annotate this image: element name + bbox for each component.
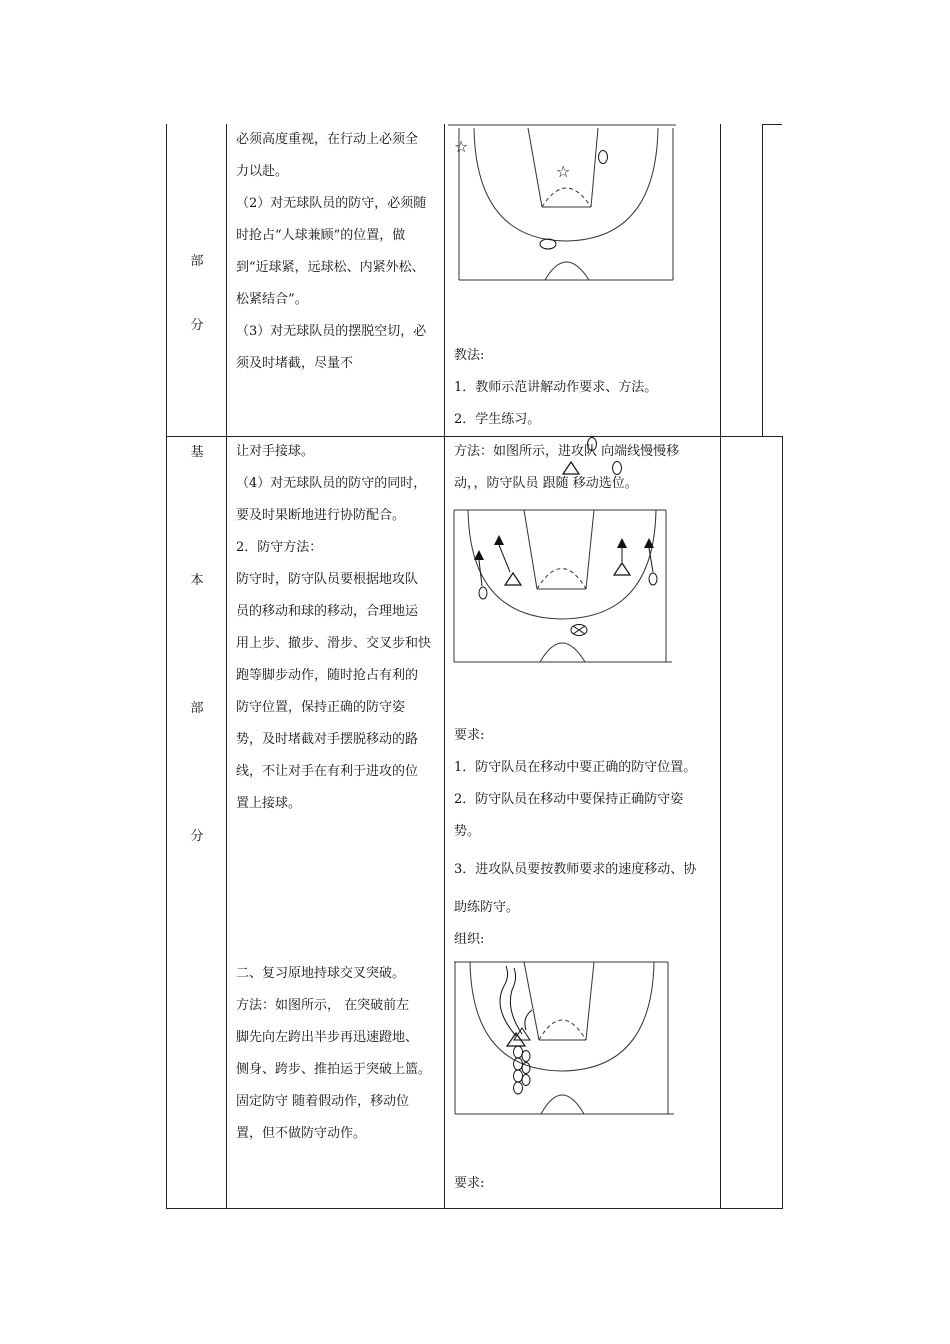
attacker-right xyxy=(644,538,657,585)
court-diagram-2 xyxy=(452,508,676,666)
bottom-require-block xyxy=(454,720,719,956)
organize-title: 组织: xyxy=(454,932,485,947)
text-line: 松紧结合”。 xyxy=(236,292,308,307)
text-line: 侧身、跨步、推拍运于突破上篮。 xyxy=(236,1062,432,1077)
require-item: 助练防守。 xyxy=(454,900,520,915)
court-diagram-1 xyxy=(448,124,680,284)
defender-triangle-icon xyxy=(614,563,630,575)
text-line: 须及时堵截，尽量不 xyxy=(236,356,354,371)
coach-ball-icon xyxy=(571,625,587,636)
text-line: （3）对无球队员的摆脱空切，必 xyxy=(236,324,427,339)
text-line: 线，不让对手在有利于进攻的位 xyxy=(236,764,419,779)
method-title: 教法: xyxy=(454,348,485,363)
text-line: 力以赴。 xyxy=(236,164,289,179)
section-label-char: 分 xyxy=(190,829,204,844)
player-circle-icon xyxy=(514,1082,523,1094)
bottom-content-text xyxy=(236,436,441,820)
text-line: 脚先向左跨出半步再迅速蹬地、 xyxy=(236,1030,419,1045)
require-item: 2．防守队员在移动中要保持正确防守姿 xyxy=(454,792,684,807)
attacker-left xyxy=(474,550,487,599)
defender-right xyxy=(614,538,630,575)
require-title: 要求: xyxy=(454,728,485,743)
section-label-char: 基 xyxy=(190,445,204,460)
method-item: 1．教师示范讲解动作要求、方法。 xyxy=(454,380,658,395)
section-label-char: 部 xyxy=(190,254,204,269)
defender-left xyxy=(494,535,521,585)
text-line: 2．防守方法： xyxy=(236,540,323,555)
require-item: 势。 xyxy=(454,824,481,839)
text-line: 时抢占“人球兼顾”的位置，做 xyxy=(236,228,406,243)
text-line: （2）对无球队员的防守，必须随 xyxy=(236,196,427,211)
player-circle-icon xyxy=(599,151,608,164)
section-label-char: 本 xyxy=(190,573,204,588)
text-line: 跑等脚步动作，随时抢占有利的 xyxy=(236,668,419,683)
arrow-up-icon xyxy=(474,550,484,560)
require-item: 3．进攻队员要按教师要求的速度移动、协 xyxy=(454,862,697,877)
column-divider-3 xyxy=(720,124,721,1209)
bottom-content-text-2 xyxy=(236,958,441,1150)
text-line: 动，，防守队员 跟随 移动选位。 xyxy=(454,476,638,491)
defender-triangle-icon xyxy=(563,462,579,474)
attacker-circle-icon xyxy=(613,462,622,475)
star-icon: ☆ xyxy=(556,162,571,181)
player-circle-icon xyxy=(522,1063,530,1074)
text-line: 置上接球。 xyxy=(236,796,302,811)
text-line: 势，及时堵截对手摆脱移动的路 xyxy=(236,732,419,747)
section-label-char: 部 xyxy=(190,701,204,716)
player-circle-icon xyxy=(514,1070,523,1082)
column-divider-4-top xyxy=(762,124,763,436)
attacker-circle-icon xyxy=(479,587,487,599)
text-line: 让对手接球。 xyxy=(236,444,315,459)
require-item: 1．防守队员在移动中要正确的防守位置。 xyxy=(454,760,697,775)
player-circle-icon xyxy=(514,1058,523,1070)
attacker-circle-icon xyxy=(588,438,597,451)
text-line: 员的移动和球的移动，合理地运 xyxy=(236,604,419,619)
table-bottom-border xyxy=(166,1208,783,1209)
text-line: 用上步、撤步、滑步、交叉步和快 xyxy=(236,636,432,651)
star-icon: ☆ xyxy=(454,137,469,156)
text-line: 到“近球紧，远球松、内紧外松、 xyxy=(236,260,425,275)
inline-symbols xyxy=(560,436,630,476)
text-line: 防守时，防守队员要根据地攻队 xyxy=(236,572,419,587)
top-content-text xyxy=(236,124,441,380)
bottom-require-block-2 xyxy=(454,1168,719,1200)
require-title: 要求: xyxy=(454,1176,485,1191)
column-divider-2 xyxy=(444,124,445,1209)
text-line: 置，但不做防守动作。 xyxy=(236,1126,367,1141)
section-label-char: 分 xyxy=(190,318,204,333)
text-line: 防守位置，保持正确的防守姿 xyxy=(236,700,406,715)
text-line: 要及时果断地进行协防配合。 xyxy=(236,508,406,523)
player-circle-icon xyxy=(514,1046,523,1058)
attacker-circle-icon xyxy=(649,573,657,585)
text-line: 方法：如图所示， 在突破前左 xyxy=(236,998,410,1013)
table-left-border xyxy=(166,124,167,1209)
column-divider-4-bottom xyxy=(782,436,783,1209)
text-line: （4）对无球队员的防守的同时， xyxy=(236,476,427,491)
player-circle-icon xyxy=(522,1051,530,1062)
top-method-block xyxy=(454,340,719,436)
arrow-up-icon xyxy=(494,535,504,545)
arrow-up-icon xyxy=(617,538,627,548)
court-diagram-3 xyxy=(452,958,678,1118)
text-line: 必须高度重视，在行动上必须全 xyxy=(236,132,419,147)
top-right-stub xyxy=(762,124,782,125)
column-divider-1 xyxy=(226,124,227,1209)
player-circle-icon xyxy=(522,1075,530,1086)
defender-triangle-icon xyxy=(505,573,521,585)
text-line: 固定防守 随着假动作，移动位 xyxy=(236,1094,410,1109)
ball-icon xyxy=(540,239,556,249)
text-line: 方法：如图所示，进攻队 向端线慢慢移 xyxy=(454,444,680,459)
text-line: 二、复习原地持球交叉突破。 xyxy=(236,966,406,981)
method-item: 2．学生练习。 xyxy=(454,412,541,427)
